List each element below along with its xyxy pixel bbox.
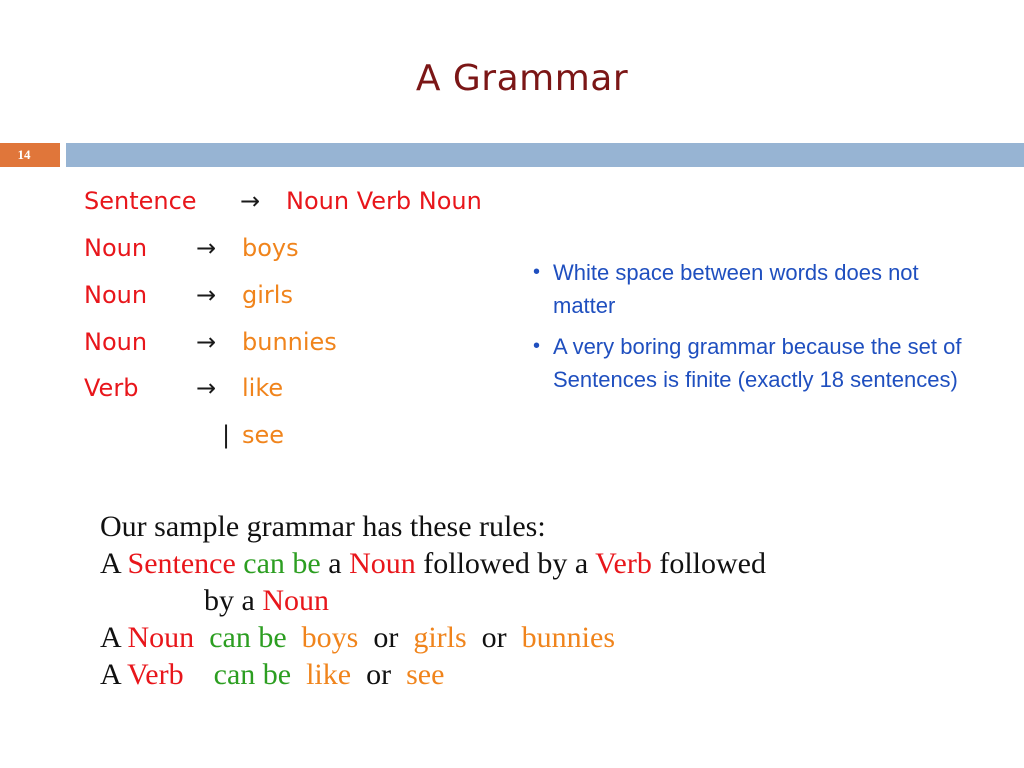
- prose-verb-rule: [100, 656, 766, 693]
- prose-terminal: like: [306, 658, 352, 691]
- prose-terminal: bunnies: [521, 621, 615, 654]
- prose-text: A: [100, 658, 127, 691]
- prose-text: followed by a: [415, 547, 596, 580]
- prose-text: or: [358, 621, 414, 654]
- prose-nonterminal: Noun: [127, 621, 195, 654]
- arrow-icon: →: [196, 374, 217, 402]
- prose-can-be: can be: [183, 658, 307, 691]
- prose-text: A: [100, 547, 128, 580]
- note-text: A very boring grammar because the set of Sentences is finite (exactly 18 sentences): [553, 334, 962, 392]
- prose-intro: Our sample grammar has these rules:: [100, 510, 546, 543]
- rule-rhs: boys: [242, 234, 299, 262]
- arrow-icon: →: [196, 234, 217, 262]
- slide-title: A Grammar: [415, 58, 629, 99]
- slide-number: 14: [17, 147, 31, 162]
- prose-text: a: [320, 547, 350, 580]
- arrow-icon: →: [240, 187, 261, 215]
- rules-explanation: [100, 508, 766, 693]
- rule-lhs: Noun: [84, 234, 148, 262]
- prose-sentence-rule: [100, 545, 766, 582]
- rule-rhs: Noun Verb Noun: [286, 187, 482, 215]
- rule-rhs: bunnies: [242, 328, 337, 356]
- arrow-icon: →: [196, 281, 217, 309]
- prose-terminal: boys: [301, 621, 359, 654]
- rule-lhs: Noun: [84, 328, 148, 356]
- note-text: White space between words does not matter: [553, 260, 919, 318]
- prose-nonterminal: Sentence: [127, 547, 236, 580]
- rule-rhs: like: [242, 374, 284, 402]
- prose-text: by a: [204, 584, 263, 617]
- slide-number-badge: [0, 143, 60, 167]
- prose-sentence-rule-cont: [100, 582, 766, 619]
- rule-lhs: Verb: [84, 374, 139, 402]
- bullet-icon: •: [533, 261, 541, 283]
- prose-terminal: see: [406, 658, 445, 691]
- prose-nonterminal: Verb: [595, 547, 652, 580]
- note-item: [533, 330, 973, 396]
- prose-nonterminal: Verb: [126, 658, 184, 691]
- prose-noun-rule: [100, 619, 766, 656]
- prose-text: A: [100, 621, 128, 654]
- prose-terminal: girls: [413, 621, 467, 654]
- prose-can-be: can be: [194, 621, 302, 654]
- bullet-icon: •: [533, 335, 541, 357]
- prose-nonterminal: Noun: [262, 584, 329, 617]
- rule-lhs: Sentence: [84, 187, 197, 215]
- prose-text: or: [466, 621, 522, 654]
- rule-lhs: Noun: [84, 281, 148, 309]
- rule-rhs: see: [242, 421, 285, 449]
- arrow-icon: →: [196, 328, 217, 356]
- prose-can-be: can be: [235, 547, 321, 580]
- notes-list: [533, 256, 973, 404]
- alternation-bar: |: [222, 421, 231, 449]
- note-item: [533, 256, 973, 322]
- prose-text: followed: [651, 547, 766, 580]
- rule-rhs: girls: [242, 281, 293, 309]
- prose-nonterminal: Noun: [349, 547, 416, 580]
- prose-text: or: [351, 658, 407, 691]
- header-divider-bar: [66, 143, 1024, 167]
